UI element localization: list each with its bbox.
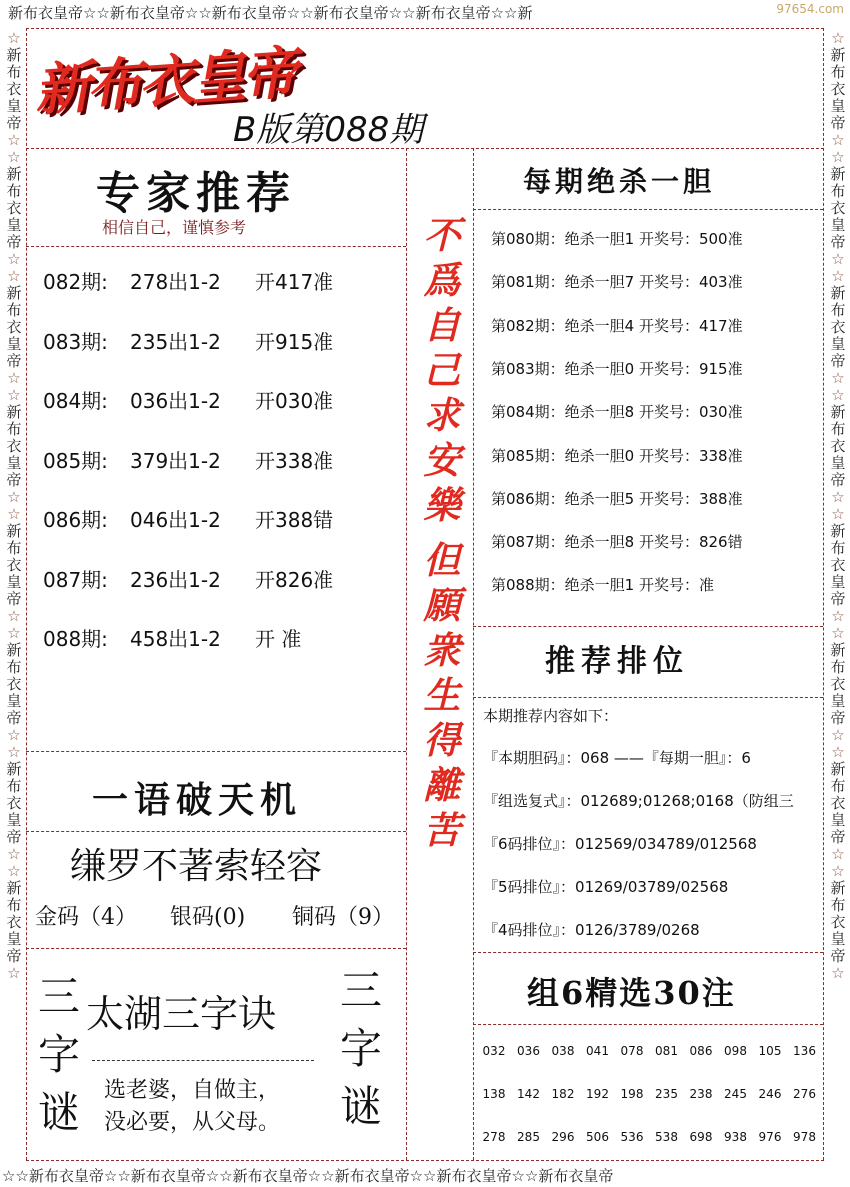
group6-number: 036 (517, 1044, 540, 1058)
expert-period: 085期: (43, 448, 108, 473)
kill-title: 每期绝杀一胆 (523, 165, 716, 198)
group6-number: 698 (689, 1130, 713, 1144)
expert-pick: 236出1-2 (130, 567, 221, 592)
expert-result: 开 准 (255, 627, 302, 651)
riddle-title-divider (26, 831, 406, 832)
group6-number: 136 (793, 1044, 816, 1058)
kill-row: 第080期：绝杀一胆1 开奖号：500准 (491, 230, 743, 248)
rank-row: 『6码排位』：012569/034789/012568 (483, 835, 757, 853)
expert-divider (26, 246, 406, 247)
riddle-divider (26, 751, 406, 752)
border-side-segment: ☆ 新 布 衣 皇 帝 ☆ (6, 267, 22, 387)
riddle-text: 缣罗不著索轻容 (70, 846, 323, 887)
kill-row: 第086期：绝杀一胆5 开奖号：388准 (491, 489, 743, 508)
gold-code: 金码（4） (35, 905, 137, 930)
expert-result: 开338准 (255, 448, 334, 473)
vertical-line-1: 不 爲 自 己 求 安 樂 (423, 213, 461, 527)
expert-pick: 379出1-2 (130, 448, 221, 473)
border-side-segment: ☆ 新 布 衣 皇 帝 ☆ (830, 624, 846, 744)
border-side-segment: ☆ 新 布 衣 皇 帝 ☆ (830, 743, 846, 863)
border-side-segment: ☆ 新 布 衣 皇 帝 ☆ (830, 148, 846, 268)
kill-row: 第083期：绝杀一胆0 开奖号：915准 (491, 359, 743, 378)
taihu-divider (26, 948, 406, 949)
group6-number: 506 (586, 1130, 609, 1144)
expert-period: 082期: (43, 270, 108, 294)
edition: B版第088期 (233, 110, 424, 150)
border-side-segment: ☆ 新 布 衣 皇 帝 ☆ (830, 505, 846, 625)
expert-pick: 458出1-2 (130, 627, 221, 651)
group6-number: 938 (724, 1130, 747, 1144)
border-right (826, 30, 850, 1160)
border-side-segment: ☆ 新 布 衣 皇 帝 ☆ (6, 505, 22, 625)
border-side-segment: ☆ 新 布 衣 皇 帝 ☆ (6, 862, 22, 982)
expert-pick: 046出1-2 (130, 508, 221, 532)
group6-number: 086 (689, 1044, 713, 1058)
kill-row: 第085期：绝杀一胆0 开奖号：338准 (491, 446, 743, 465)
frame-bottom (26, 1160, 824, 1161)
group6-number: 105 (758, 1044, 782, 1058)
kill-row: 第088期：绝杀一胆1 开奖号：准 (491, 576, 714, 595)
kill-row: 第082期：绝杀一胆4 开奖号：417准 (491, 316, 743, 335)
group6-number: 038 (551, 1044, 575, 1058)
border-bottom: ☆☆新布衣皇帝☆☆新布衣皇帝☆☆新布衣皇帝☆☆新布衣皇帝☆☆新布衣皇帝☆☆新布衣皇帝 (2, 1167, 614, 1185)
rank-row: 『组选复式』：012689;01268;0168（防组三 (483, 792, 794, 810)
expert-subtitle: 相信自己，谨慎参考 (102, 218, 247, 237)
group6-number: 538 (655, 1130, 678, 1144)
group6-number: 976 (758, 1130, 782, 1144)
group6-number: 536 (620, 1130, 644, 1144)
logo: 新布衣皇帝 (32, 40, 297, 124)
group6-top-divider (473, 952, 823, 953)
border-side-segment: ☆ 新 布 衣 皇 帝 ☆ (830, 386, 846, 506)
expert-result: 开388错 (255, 508, 334, 532)
copper-code: 铜码（9） (292, 905, 394, 930)
frame-left (26, 28, 27, 1160)
rank-title: 推荐排位 (545, 644, 689, 679)
expert-pick: 278出1-2 (130, 270, 221, 294)
border-side-segment: ☆ 新 布 衣 皇 帝 ☆ (830, 267, 846, 387)
group6-number: 138 (482, 1087, 506, 1101)
group6-number: 032 (482, 1044, 506, 1058)
riddle-title: 一语破天机 (92, 779, 303, 821)
border-side-segment: ☆ 新 布 衣 皇 帝 ☆ (6, 30, 22, 149)
col-divider-left (406, 148, 407, 1160)
vertical-line-2: 但 願 衆 生 得 離 苦 (423, 538, 461, 852)
rank-intro: 本期推荐内容如下： (483, 707, 619, 725)
expert-period: 086期: (43, 508, 108, 532)
riddle-label-right: 三字谜 (340, 966, 383, 1131)
col-divider-right (473, 148, 474, 1160)
group6-number: 235 (655, 1087, 678, 1101)
group6-number: 245 (724, 1087, 747, 1101)
expert-period: 084期: (43, 389, 108, 413)
group6-number: 276 (793, 1087, 816, 1101)
rank-top-divider (473, 626, 823, 627)
border-side-segment: ☆ 新 布 衣 皇 帝 ☆ (6, 148, 22, 268)
rank-row: 『4码排位』：0126/3789/0268 (483, 921, 700, 939)
group6-number: 296 (551, 1130, 575, 1144)
taihu-line1: 选老婆，自做主， (104, 1078, 281, 1103)
border-top: 新布衣皇帝☆☆新布衣皇帝☆☆新布衣皇帝☆☆新布衣皇帝☆☆新布衣皇帝☆☆新 (8, 4, 533, 22)
group6-number: 182 (551, 1087, 575, 1101)
group6-number: 078 (620, 1044, 644, 1058)
border-side-segment: ☆ 新 布 衣 皇 帝 ☆ (830, 862, 846, 982)
taihu-underline (92, 1060, 314, 1061)
group6-divider (473, 1024, 823, 1025)
group6-number: 081 (655, 1044, 678, 1058)
expert-title: 专家推荐 (96, 168, 296, 219)
watermark: 97654.com (776, 2, 844, 16)
border-side-segment: ☆ 新 布 衣 皇 帝 ☆ (6, 743, 22, 863)
group6-number: 041 (586, 1044, 609, 1058)
kill-row: 第087期：绝杀一胆8 开奖号：826错 (491, 533, 743, 552)
frame-right (823, 28, 824, 1160)
kill-row: 第081期：绝杀一胆7 开奖号：403准 (491, 273, 743, 292)
kill-row: 第084期：绝杀一胆8 开奖号：030准 (491, 403, 743, 422)
expert-pick: 036出1-2 (130, 389, 221, 413)
group6-number: 278 (482, 1130, 506, 1144)
group6-number: 285 (517, 1130, 540, 1144)
expert-period: 088期: (43, 627, 108, 651)
rank-row: 『本期胆码』：068 ——『每期一胆』：6 (483, 749, 751, 767)
expert-result: 开826准 (255, 567, 334, 592)
group6-number: 246 (758, 1087, 782, 1101)
riddle-label-left: 三字谜 (38, 972, 81, 1137)
expert-result: 开030准 (255, 389, 334, 413)
expert-pick: 235出1-2 (130, 329, 221, 354)
frame-top (26, 28, 824, 29)
expert-result: 开915准 (255, 329, 334, 354)
group6-number: 098 (724, 1044, 747, 1058)
expert-result: 开417准 (255, 270, 334, 294)
border-side-segment: ☆ 新 布 衣 皇 帝 ☆ (6, 624, 22, 744)
expert-period: 083期: (43, 329, 108, 354)
group6-number: 192 (586, 1087, 609, 1101)
border-side-segment: ☆ 新 布 衣 皇 帝 ☆ (830, 30, 846, 149)
taihu-line2: 没必要，从父母。 (104, 1110, 281, 1135)
silver-code: 银码(0) (170, 905, 246, 930)
border-side-segment: ☆ 新 布 衣 皇 帝 ☆ (6, 386, 22, 506)
border-left (2, 30, 26, 1160)
expert-period: 087期: (43, 567, 108, 592)
taihu-title: 太湖三字诀 (86, 992, 277, 1036)
group6-number: 198 (620, 1087, 644, 1101)
kill-divider (473, 209, 823, 210)
header-divider (26, 148, 824, 149)
group6-number: 238 (689, 1087, 713, 1101)
rank-row: 『5码排位』：01269/03789/02568 (483, 878, 729, 896)
rank-divider (473, 697, 823, 698)
group6-number: 142 (517, 1087, 540, 1101)
group6-title: 组6精选30注 (527, 974, 736, 1012)
group6-number: 978 (793, 1130, 816, 1144)
